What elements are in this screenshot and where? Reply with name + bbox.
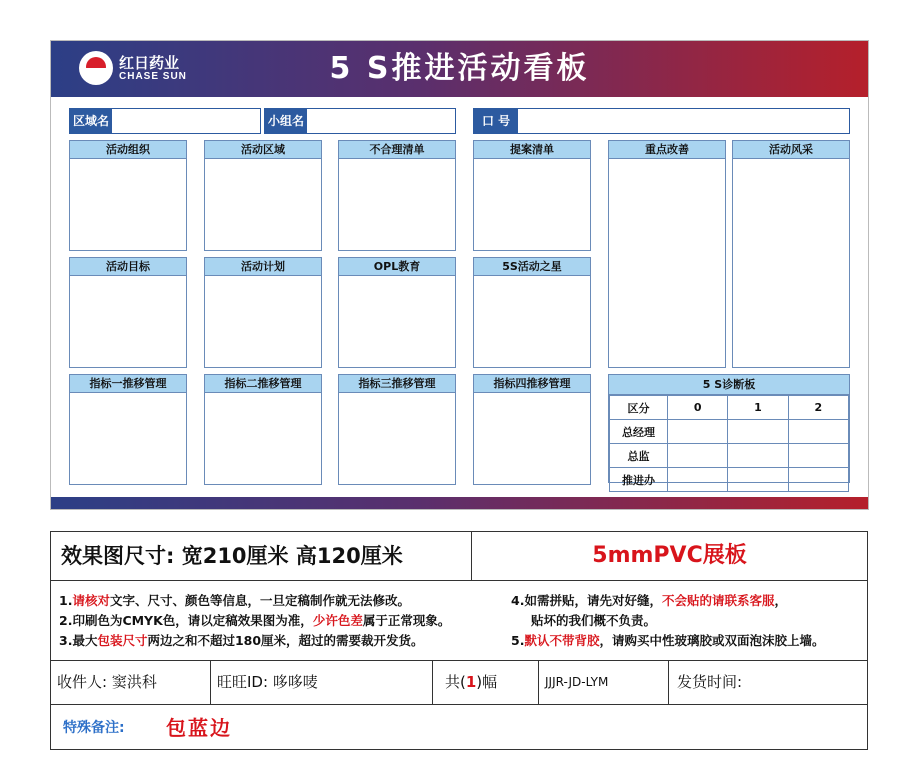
table-cell: 推进办 [610, 468, 668, 492]
board-header [51, 41, 868, 97]
note-text: 1. [59, 593, 73, 608]
note-text: 2.印刷色为CMYK色，请以定稿效果图为准， [59, 613, 313, 628]
count-suffix: )幅 [476, 673, 498, 691]
panel-title: 活动计划 [205, 258, 321, 276]
note-text: 4.如需拼贴，请先对好缝， [511, 593, 662, 608]
note-highlight: 默认不带背胶 [524, 633, 600, 648]
table-cell [668, 468, 728, 492]
panel-unreasonable-list [338, 140, 456, 251]
note-5 [511, 631, 824, 649]
panel-opl-education [338, 257, 456, 368]
material-text: 5mmPVC展板 [592, 543, 747, 568]
remark-value: 包蓝边 [166, 716, 232, 740]
area-name-label: 区域名 [70, 109, 112, 133]
area-name-field [69, 108, 261, 134]
table-cell [728, 468, 788, 492]
panel-index-1 [69, 374, 187, 485]
order-info-row [51, 660, 867, 705]
note-2 [59, 611, 450, 629]
note-text: ，请购买中性玻璃胶或双面泡沫胶上墙。 [599, 633, 825, 648]
group-name-label: 小组名 [265, 109, 307, 133]
note-4-cont [531, 611, 656, 629]
table-row [610, 420, 849, 444]
panel-activity-plan [204, 257, 322, 368]
board-title: 5 S推进活动看板 [329, 51, 590, 86]
diagnosis-board [608, 374, 850, 487]
panel-title: 5S活动之星 [474, 258, 590, 276]
table-cell: 总监 [610, 444, 668, 468]
table-cell: 0 [668, 396, 728, 420]
note-highlight: 请核对 [72, 593, 110, 608]
slogan-label: 口 号 [474, 109, 518, 133]
panel-title: 重点改善 [609, 141, 725, 159]
logo-cn-text: 红日药业 [119, 54, 180, 72]
panel-title: 不合理清单 [339, 141, 455, 159]
note-text: 5. [511, 633, 525, 648]
board-preview [50, 40, 869, 510]
note-highlight: 不会贴的请联系客服 [661, 593, 775, 608]
note-text: ， [774, 593, 787, 608]
table-row [610, 444, 849, 468]
slogan-field [473, 108, 850, 134]
table-cell [788, 444, 848, 468]
note-text: 3.最大 [59, 633, 98, 648]
board-bottom-bar [51, 497, 868, 509]
table-cell [728, 420, 788, 444]
table-cell: 区分 [610, 396, 668, 420]
panel-index-2 [204, 374, 322, 485]
notes-section [51, 580, 867, 661]
diagnosis-title: 5 S诊断板 [609, 375, 849, 395]
ship-time-cell: 发货时间: [677, 673, 743, 691]
remark-label: 特殊备注: [63, 720, 125, 736]
panel-title: 指标一推移管理 [70, 375, 186, 393]
panel-index-3 [338, 374, 456, 485]
group-name-field [264, 108, 456, 134]
note-text: 文字、尺寸、颜色等信息，一旦定稿制作就无法修改。 [109, 593, 410, 608]
table-cell [788, 468, 848, 492]
code-cell: JJJR-JD-LYM [539, 660, 669, 704]
table-cell: 1 [728, 396, 788, 420]
panel-title: 活动风采 [733, 141, 849, 159]
panel-proposal-list [473, 140, 591, 251]
size-text: 效果图尺寸: 宽210厘米 高120厘米 [61, 544, 403, 568]
note-3 [59, 631, 424, 649]
panel-title: 指标二推移管理 [205, 375, 321, 393]
panel-key-improvement [608, 140, 726, 368]
diagnosis-table [609, 395, 849, 492]
spec-size-row [51, 532, 867, 581]
panel-title: OPL教育 [339, 258, 455, 276]
table-row [610, 396, 849, 420]
remark-row [51, 704, 867, 749]
note-highlight: 包装尺寸 [97, 633, 148, 648]
panel-index-4 [473, 374, 591, 485]
table-cell: 总经理 [610, 420, 668, 444]
panel-activity-style [732, 140, 850, 368]
note-text: 两边之和不超过180厘米，超过的需要裁开发货。 [147, 633, 424, 648]
panel-title: 活动区域 [205, 141, 321, 159]
table-cell [668, 444, 728, 468]
note-4 [511, 591, 787, 609]
recipient-cell: 收件人: 窦洪科 [51, 660, 211, 704]
panel-title: 活动组织 [70, 141, 186, 159]
panel-5s-star [473, 257, 591, 368]
table-cell [788, 420, 848, 444]
panel-title: 活动目标 [70, 258, 186, 276]
panel-title: 指标四推移管理 [474, 375, 590, 393]
note-text: 贴坏的我们概不负责。 [531, 613, 657, 628]
panel-title: 提案清单 [474, 141, 590, 159]
panel-activity-area [204, 140, 322, 251]
table-row [610, 468, 849, 492]
panel-activity-org [69, 140, 187, 251]
count-prefix: 共( [445, 673, 466, 691]
table-cell: 2 [788, 396, 848, 420]
logo-en-text: CHASE SUN [119, 71, 187, 82]
count-number: 1 [465, 673, 477, 691]
table-cell [668, 420, 728, 444]
panel-title: 指标三推移管理 [339, 375, 455, 393]
count-cell [433, 660, 539, 704]
wangwang-cell: 旺旺ID: 哆哆唛 [211, 660, 433, 704]
note-text: 属于正常现象。 [362, 613, 451, 628]
table-cell [728, 444, 788, 468]
panel-activity-goal [69, 257, 187, 368]
note-1 [59, 591, 410, 609]
note-highlight: 少许色差 [312, 613, 363, 628]
order-spec-sheet [50, 531, 868, 750]
